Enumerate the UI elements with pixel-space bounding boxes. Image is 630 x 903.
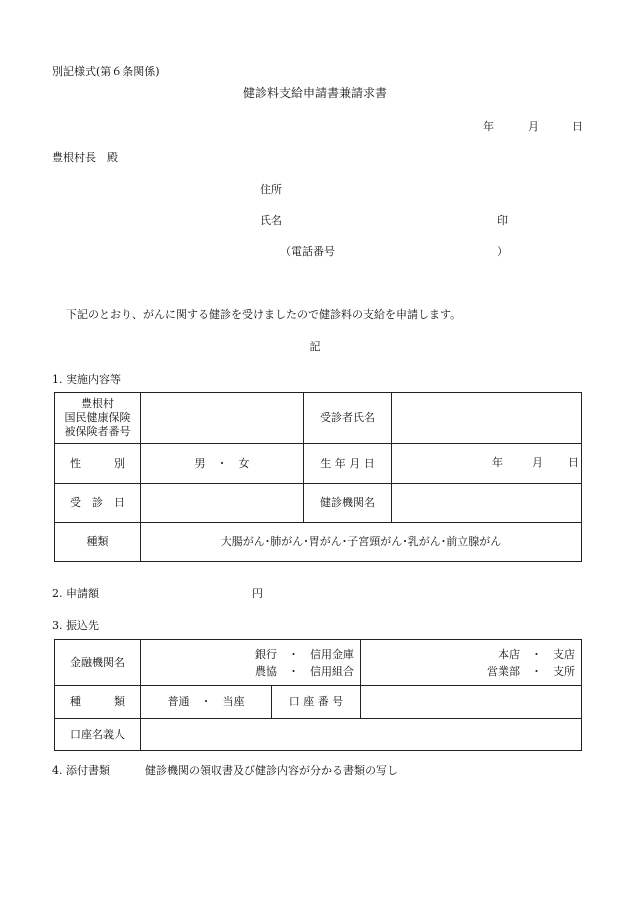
- body-text: 下記のとおり、がんに関する健診を受けましたので健診料の支給を申請します。: [66, 308, 462, 321]
- birthdate-label: 生 年 月 日: [304, 444, 392, 484]
- insured-number-field[interactable]: [141, 393, 304, 444]
- form-title: 健診料支給申請書兼請求書: [242, 86, 387, 100]
- exam-type-options[interactable]: 大腸がん･肺がん･胃がん･子宮頸がん･乳がん･前立腺がん: [141, 523, 582, 562]
- exam-date-field[interactable]: [141, 484, 304, 523]
- institution-field[interactable]: [392, 484, 582, 523]
- address-label: 住所: [260, 183, 282, 196]
- birth-year-label: 年: [492, 456, 503, 469]
- birth-day-label: 日: [568, 456, 579, 469]
- birthdate-field[interactable]: [392, 444, 582, 484]
- date-day-label: 日: [572, 120, 583, 133]
- account-holder-field[interactable]: [141, 719, 582, 751]
- table-row: [55, 523, 582, 562]
- account-number-label: 口 座 番 号: [272, 686, 361, 719]
- table-row: [55, 640, 582, 686]
- phone-field[interactable]: [345, 237, 490, 257]
- table-row: [55, 719, 582, 751]
- institution-label: 健診機関名: [304, 484, 392, 523]
- birth-month-label: 月: [532, 456, 543, 469]
- addressee: 豊根村長 殿: [52, 151, 118, 164]
- phone-close: ）: [497, 245, 508, 258]
- amount-field[interactable]: [130, 579, 245, 599]
- branch-line2: 営業部 ・ 支所: [487, 664, 575, 678]
- sex-label: 性 別: [55, 444, 141, 484]
- date-year-label: 年: [483, 120, 494, 133]
- examinee-name-field[interactable]: [392, 393, 582, 444]
- name-field[interactable]: [290, 206, 490, 226]
- table-row: [55, 686, 582, 719]
- date-month-label: 月: [528, 120, 539, 133]
- section2-heading: 2. 申請額: [52, 587, 99, 600]
- exam-type-label: 種類: [55, 523, 141, 562]
- name-label: 氏名: [260, 214, 282, 227]
- section3-heading: 3. 振込先: [52, 619, 99, 632]
- sex-options[interactable]: 男 ・ 女: [141, 444, 304, 484]
- form-reference: 別記様式(第６条関係): [52, 65, 160, 78]
- attachments-text: 健診機関の領収書及び健診内容が分かる書類の写し: [145, 764, 398, 777]
- ki-heading: 記: [309, 340, 321, 353]
- bank-type-line1: 銀行 ・ 信用金庫: [255, 647, 354, 661]
- bank-name-label: 金融機関名: [55, 640, 141, 686]
- implementation-table: [54, 392, 582, 562]
- examinee-name-label: 受診者氏名: [304, 393, 392, 444]
- table-row: [55, 444, 582, 484]
- branch-field[interactable]: [361, 640, 582, 686]
- section1-heading: 1. 実施内容等: [52, 373, 121, 386]
- address-field[interactable]: [290, 175, 520, 195]
- exam-date-label: 受 診 日: [55, 484, 141, 523]
- section4-heading: 4. 添付書類: [52, 764, 110, 777]
- insured-number-label: 豊根村 国民健康保険 被保険者番号: [55, 393, 141, 444]
- seal-mark: 印: [497, 214, 508, 227]
- bank-table: [54, 639, 582, 751]
- yen-label: 円: [252, 587, 263, 600]
- account-type-options[interactable]: 普通 ・ 当座: [141, 686, 272, 719]
- table-row: [55, 484, 582, 523]
- bank-type-line2: 農協 ・ 信用組合: [255, 664, 354, 678]
- phone-open: （電話番号: [280, 245, 335, 258]
- account-number-field[interactable]: [361, 686, 582, 719]
- branch-line1: 本店 ・ 支店: [498, 647, 575, 661]
- account-type-label: 種 類: [55, 686, 141, 719]
- bank-type-field[interactable]: [141, 640, 361, 686]
- account-holder-label: 口座名義人: [55, 719, 141, 751]
- table-row: [55, 393, 582, 444]
